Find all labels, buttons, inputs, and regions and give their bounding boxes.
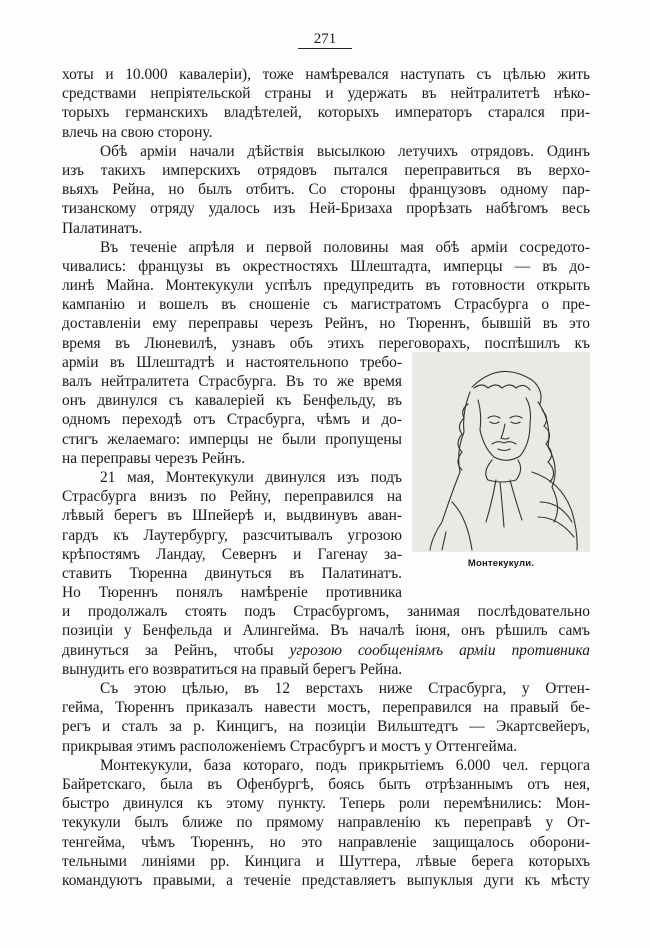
text-line [62,679,590,698]
text-line [62,410,402,429]
text-line [62,314,590,333]
text-line [62,199,590,218]
text-line [62,660,590,679]
text-line [62,871,590,890]
text-line-content: изъ такихъ имперскихъ отрядовъ пытался переправиться въ верхо- [62,161,590,179]
text-line-content: хоты и 10.000 кавалеріи), тоже намѣревался наступать съ цѣлью жить [62,66,590,83]
text-line-content: арміи въ Шлештадтѣ и настоятельнопо требо- [62,353,402,371]
text-line-content: 21 мая, Монтекукули двинулся изъ подъ [100,468,402,486]
text-line-content: вьяхъ Рейна, но былъ отбитъ. Со стороны французовъ одному пар- [62,181,590,199]
text-line [62,391,402,410]
text-line [62,602,590,621]
portrait-engraving-image [412,352,590,552]
text-line [62,564,402,583]
portrait-figure [412,352,590,569]
text-line-content: влечь на свою сторону. [62,123,213,141]
text-line [62,161,590,180]
text-line-content: гейма, Тюреннъ приказалъ навести мостъ, переправился на правый бе- [62,699,590,717]
figure-caption: Монтекукули. [467,558,535,569]
text-line [62,506,402,525]
text-line-content: Но Тюреннъ понялъ намѣреніе противника [62,584,402,602]
text-line-content: крѣпостямъ Ландау, Севернъ и Гагенау за- [62,545,402,563]
text-line [62,123,590,142]
text-line [62,334,590,353]
text-line-content: вынудить его возвратиться на правый берегъ Рейна. [62,660,403,678]
text-line-content: на переправы черезъ Рейнъ. [62,449,246,467]
text-line [62,372,402,391]
text-line-content: Обѣ арміи начали дѣйствія высылкою летучихъ отрядовъ. Одинъ [100,142,590,160]
text-line-content: тельными линіями рр. Кинцига и Шуттера, лѣвые берега которыхъ [62,852,590,870]
text-line-content: линѣ Майна. Монтекукули успѣлъ предупредить въ готовности открыть [62,277,590,295]
text-line [62,852,590,871]
text-line [62,468,402,487]
text-line-content: текукули былъ ближе по прямому направленію къ переправѣ у От- [62,814,590,832]
text-line [62,142,590,161]
text-line-content: прикрывая этимъ расположеніемъ Страсбургъ и мостъ у Оттенгейма. [62,737,518,755]
text-line-content: позиціи у Бенфельда и Алингейма. Въ началѣ іюня, онъ рѣшилъ самъ [62,622,590,640]
text-line [62,219,590,238]
text-line [62,813,590,832]
text-line [62,257,590,276]
text-line-content: торыхъ германскихъ владѣтелей, которыхъ императоръ старался при- [62,104,590,122]
text-line-content: Страсбурга внизъ по Рейну, переправился на [62,488,402,506]
text-line-content: Палатинатъ. [62,219,143,237]
text-line [62,833,590,852]
text-line [62,276,590,295]
page-number-text: 271 [298,30,353,49]
page-number [0,30,650,49]
text-line [62,717,590,736]
text-line [62,295,590,314]
text-line [62,238,590,257]
text-line [62,583,402,602]
text-line-content: стигъ желаемаго: имперцы не были пропущены [62,430,402,448]
text-line [62,103,590,122]
text-line [62,756,590,775]
text-line [62,621,590,640]
text-line-content: Байретскаго, была въ Офенбургѣ, боясь быть отрѣзаннымъ отъ нея, [62,775,590,793]
italic-emphasis: угрозою сообщеніямъ арміи противника [289,641,590,659]
text-line-content: ставить Тюренна двинуться въ Палатинатъ. [62,564,402,582]
text-line [62,737,590,756]
text-line [62,545,402,564]
text-line-content: тенгейма, чѣмъ Тюреннъ, но это направленіе защищалось оборони- [62,833,590,851]
text-line-content: чивались: французы въ окрестностяхъ Шлештадта, имперцы — въ до- [62,257,590,275]
text-line-content: Въ теченіе апрѣля и первой половины мая обѣ арміи сосредото- [100,238,590,256]
text-line [62,84,590,103]
text-line-content: кампанію и вошелъ въ сношеніе съ магистратомъ Страсбурга о пре- [62,296,590,314]
text-line-content: командуютъ правыми, а теченіе представляетъ выпуклыя дуги къ мѣсту [62,871,590,889]
text-line [62,449,402,468]
text-line-content: тизанскому отряду удалось изъ Ней-Бризаха прорѣзать набѣгомъ весь [62,200,590,218]
text-line [62,775,590,794]
text-line-content: и продолжалъ стоять подъ Страсбургомъ, занимая послѣдовательно [62,603,590,621]
text-line-content: Съ этою цѣлью, въ 12 верстахъ ниже Страсбурга, у Оттен- [100,680,590,697]
text-line-content: доставленіи ему переправы черезъ Рейнъ, но Тюреннъ, бывшій въ это [62,315,590,333]
text-line [62,698,590,717]
text-line-content: двинуться за Рейнъ, чтобы [62,641,290,659]
text-line-content: лѣвый берегъ въ Шпейерѣ и, выдвинувъ аван- [62,507,402,525]
text-line [62,65,590,84]
text-line-content: регъ и сталъ за р. Кинцигъ, на позиціи Вильштедтъ — Экартсвейеръ, [62,718,590,736]
text-line [62,794,590,813]
text-line-content: Монтекукули, база котораго, подъ прикрытіемъ 6.000 чел. герцога [100,756,590,774]
text-line [62,487,402,506]
text-line [62,353,402,372]
text-line-content: онъ двинулся съ кавалеріей къ Бенфельду, въ [62,392,402,410]
text-line [62,430,402,449]
text-line [62,641,590,660]
text-line-content: время въ Люневилѣ, узнавъ объ этихъ переговорахъ, поспѣшилъ къ [62,334,590,352]
text-line-content: быстро двинулся къ этому пункту. Теперь роли перемѣнились: Мон- [62,795,590,813]
text-line [62,180,590,199]
text-line-content: средствами непріятельской страны и удержать въ нейтралитетѣ нѣко- [62,85,590,103]
text-line-content: валъ нейтралитета Страсбурга. Въ то же время [62,373,402,390]
text-line [62,526,402,545]
text-line-content: одномъ переходѣ отъ Страсбурга, чѣмъ и до- [62,411,402,429]
text-line-content: гардъ къ Лаутербургу, разсчитывалъ угрозою [62,526,402,544]
